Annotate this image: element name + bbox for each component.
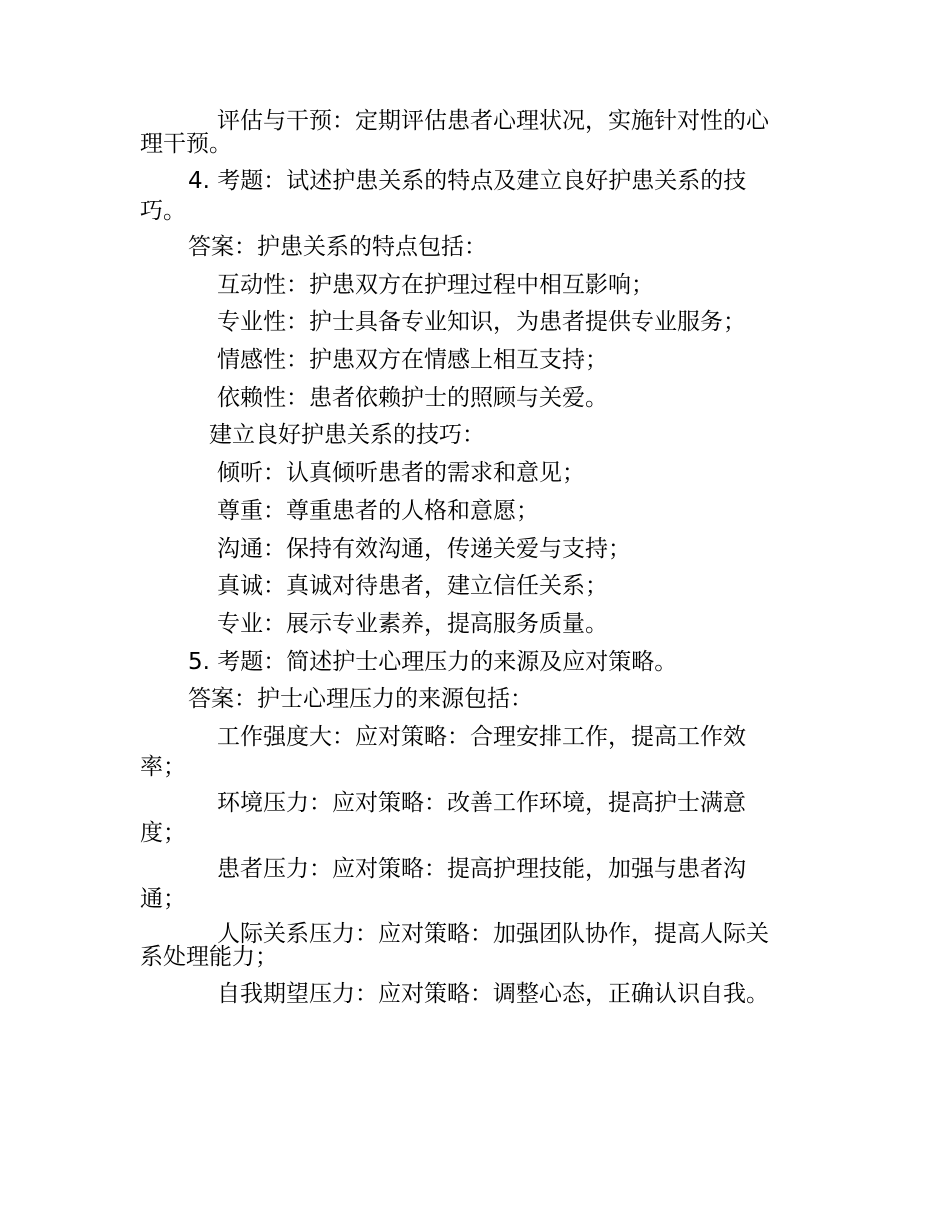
list-item-workload: 工作强度大：应对策略：合理安排工作，提高工作效率；	[140, 723, 746, 780]
paragraph-assessment-intervention: 评估与干预：定期评估患者心理状况，实施针对性的心理干预。	[140, 108, 769, 157]
list-item-professionalism: 专业性：护士具备专业知识，为患者提供专业服务；	[217, 309, 746, 336]
question-5: 5. 考题：简述护士心理压力的来源及应对策略。	[188, 648, 678, 675]
question-4: 4. 考题：试述护患关系的特点及建立良好护患关系的技巧。	[140, 168, 747, 224]
answer-4-intro: 答案：护患关系的特点包括：	[188, 234, 487, 260]
list-item-patient-pressure: 患者压力：应对策略：提高护理技能，加强与患者沟通；	[140, 855, 746, 912]
list-item-communication: 沟通：保持有效沟通，传递关爱与支持；	[217, 535, 631, 562]
list-item-respect: 尊重：尊重患者的人格和意愿；	[217, 497, 539, 524]
list-item-dependency: 依赖性：患者依赖护士的照顾与关爱。	[217, 384, 608, 411]
list-item-professional-skill: 专业：展示专业素养，提高服务质量。	[217, 610, 608, 637]
list-item-self-expectation: 自我期望压力：应对策略：调整心态，正确认识自我。	[217, 980, 769, 1007]
document-body	[140, 104, 790, 1012]
skills-heading: 建立良好护患关系的技巧：	[209, 422, 485, 449]
list-item-sincerity: 真诚：真诚对待患者，建立信任关系；	[217, 573, 608, 600]
list-item-emotional: 情感性：护患双方在情感上相互支持；	[217, 347, 608, 374]
list-item-interpersonal: 人际关系压力：应对策略：加强团队协作，提高人际关系处理能力；	[140, 920, 769, 970]
list-item-listening: 倾听：认真倾听患者的需求和意见；	[217, 460, 585, 487]
list-item-interactivity: 互动性：护患双方在护理过程中相互影响；	[217, 271, 654, 298]
list-item-environment: 环境压力：应对策略：改善工作环境，提高护士满意度；	[140, 789, 746, 846]
answer-5-intro: 答案：护士心理压力的来源包括：	[188, 686, 533, 713]
